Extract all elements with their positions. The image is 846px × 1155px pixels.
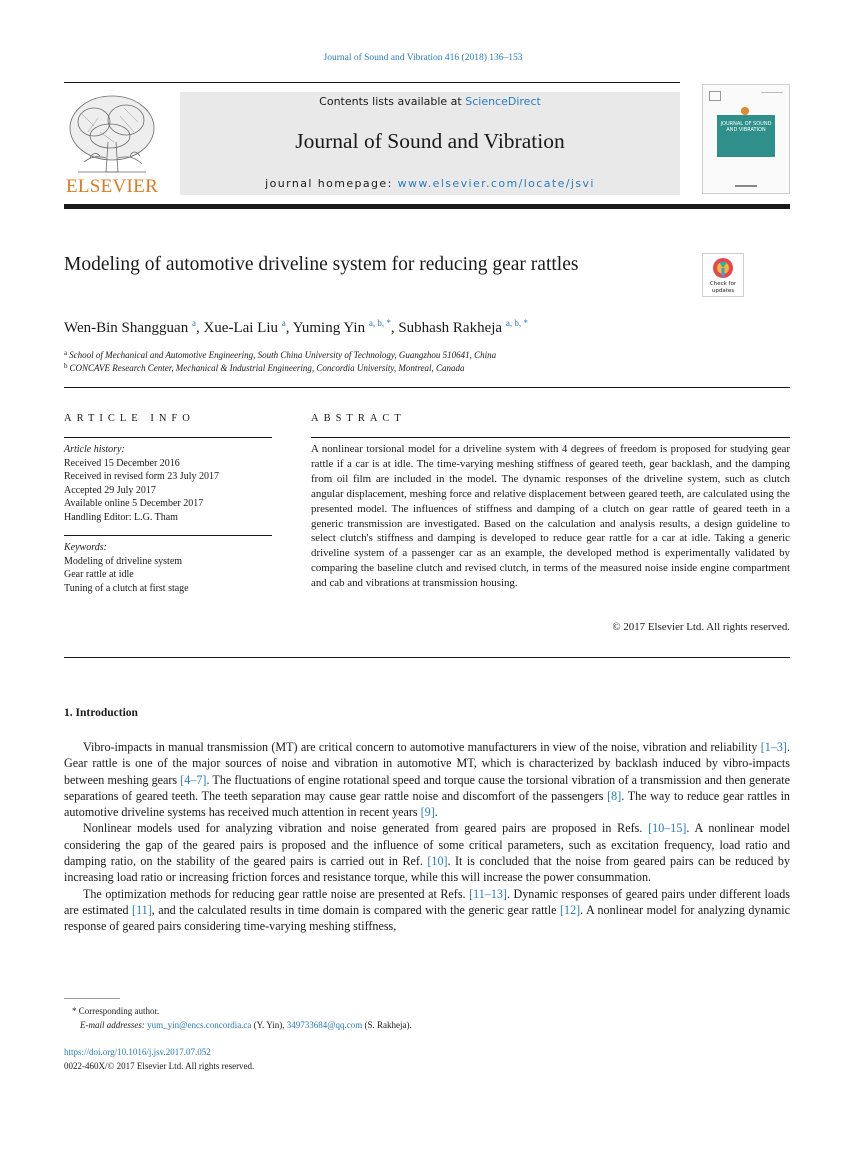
keyword-item: Gear rattle at idle <box>64 569 134 580</box>
article-title: Modeling of automotive driveline system for reducing gear rattles <box>64 254 579 275</box>
author <box>64 320 203 336</box>
email-owner: (S. Rakheja). <box>362 1020 412 1030</box>
homepage-link[interactable]: www.elsevier.com/locate/jsvi <box>397 177 595 190</box>
keywords-label: Keywords: <box>64 542 107 553</box>
author <box>293 320 399 336</box>
keywords <box>64 541 272 595</box>
homepage-line <box>180 177 680 190</box>
cover-logo-icon <box>709 91 721 101</box>
keywords-rule <box>64 535 272 536</box>
journal-name: Journal of Sound and Vibration <box>295 129 565 153</box>
abstract-copyright: © 2017 Elsevier Ltd. All rights reserved. <box>612 621 790 633</box>
cover-dot-icon <box>741 107 749 115</box>
contents-prefix: Contents lists available at <box>319 95 466 108</box>
affiliation-text: School of Mechanical and Automotive Engineering, South China University of Technology, Guangzhou 510641, China <box>69 350 497 360</box>
author-affiliation-marker[interactable]: a, b, * <box>505 318 528 328</box>
introduction-body <box>64 739 790 935</box>
citation-link[interactable]: [11] <box>132 902 152 917</box>
history-item: Handling Editor: L.G. Tham <box>64 511 178 523</box>
author-name: Xue-Lai Liu <box>203 320 279 336</box>
article-history <box>64 443 272 524</box>
email-link[interactable]: 349733684@qq.com <box>286 1020 363 1030</box>
text-run: . It is concluded that the noise from geared pairs can be reduced by increasing load ratio or increasing friction forces and resistance torque, while this will increase the power consummation. <box>64 854 790 885</box>
author-name: Subhash Rakheja <box>398 320 503 336</box>
email-label: E-mail addresses: <box>80 1020 148 1030</box>
text-run: , and the calculated results in time domain is compared with the generic gear rattle <box>151 902 560 917</box>
citation-link[interactable]: [11–13] <box>469 886 507 901</box>
article-info-heading: ARTICLE INFO <box>64 413 195 424</box>
footnote <box>72 1004 772 1032</box>
citation-link[interactable]: [10–15] <box>648 821 687 836</box>
author-separator: , <box>195 320 204 336</box>
check-for-updates-badge[interactable] <box>702 253 744 297</box>
abstract-heading: ABSTRACT <box>311 413 406 424</box>
cover-title: JOURNAL OF SOUND AND VIBRATION <box>720 121 772 133</box>
text-run: . <box>434 805 438 820</box>
history-label: Article history: <box>64 444 125 455</box>
author-affiliation-marker[interactable]: a <box>281 318 286 328</box>
rule-after-abstract <box>64 657 790 658</box>
email-link[interactable]: yum_yin@encs.concordia.ca <box>147 1020 252 1030</box>
text-run: . The fluctuations of engine rotational speed and torque cause the torsional vibration of a transmission and then generate separations of geared teeth. The teeth separation may cause gear rattle noise and discomfort of the passengers <box>64 772 791 803</box>
author-separator: , <box>390 320 399 336</box>
citation-link[interactable]: [9] <box>420 805 435 820</box>
paragraph <box>64 820 790 885</box>
cover-footer-mark <box>735 185 757 187</box>
author <box>398 320 527 336</box>
homepage-prefix: journal homepage: <box>265 177 398 190</box>
citation-link[interactable]: [10] <box>427 854 448 869</box>
affiliation-b <box>64 362 790 373</box>
text-run: Nonlinear models used for analyzing vibration and noise generated from geared pairs are proposed in Refs. <box>83 821 649 836</box>
citation-link[interactable]: [1–3] <box>760 740 787 754</box>
text-run: . A nonlinear model considering the gap of the geared pairs is proposed and the influence of some critical parameters, such as excitation frequency, load ratio and damping ratio, on the stability of the geared pairs is carried out in Ref. <box>64 821 790 869</box>
history-item: Available online 5 December 2017 <box>64 498 204 509</box>
author <box>203 320 292 336</box>
text-run: The optimization methods for reducing gear rattle noise are presented at Refs. <box>83 886 470 901</box>
corresponding-author-note: * Corresponding author. <box>72 1006 160 1016</box>
doi-link[interactable]: https://doi.org/10.1016/j.jsv.2017.07.052 <box>64 1047 211 1057</box>
introduction-heading: 1. Introduction <box>64 707 138 719</box>
abstract-rule <box>311 437 790 438</box>
journal-header-box <box>180 92 680 195</box>
text-run: . The way to reduce gear rattles in automotive driveline systems has received much attention in recent years <box>64 788 790 820</box>
publisher-wordmark: ELSEVIER <box>65 176 159 197</box>
citation-link[interactable]: [4–7] <box>180 772 207 787</box>
history-item: Accepted 29 July 2017 <box>64 484 156 496</box>
history-item: Received in revised form 23 July 2017 <box>64 471 219 482</box>
author-affiliation-marker[interactable]: a, b, * <box>368 318 391 328</box>
footnote-rule <box>64 998 120 999</box>
cover-rule <box>761 92 783 93</box>
keyword-item: Tuning of a clutch at first stage <box>64 582 189 594</box>
author-name: Wen-Bin Shangguan <box>64 320 189 336</box>
journal-citation[interactable]: Journal of Sound and Vibration 416 (2018) 136–153 <box>323 53 523 63</box>
paragraph <box>64 886 790 935</box>
paragraph <box>64 739 790 820</box>
abstract-text: A nonlinear torsional model for a driveline system with 4 degrees of freedom is proposed for studying gear rattle if a car is at idle. The time-varying meshing stiffness of geared teeth, gear backlash, and the damping from oil film are included in the model. The dynamic responses of the driveline system, such as clutch angular displacement, meshing force and relative displacement between geared teeth, are calculated using the presented model. The influences of stiffness and damping of a clutch on gear rattle of geared teeth in a generic transmission are investigated. Based on the calculation and analysis results, a design guideline to select clutch's stiffness and damping is developed to reduce gear rattle for a car at idle. Taking a generic driveline system of a passenger car as an example, the developed method is experimentally validated by comparing the baseline clutch and revised clutch, in terms of the measured noise inside engine compartment and cab and vibrations at transmission housing. <box>311 443 790 590</box>
affiliation-text: CONCAVE Research Center, Mechanical & Industrial Engineering, Concordia University, Montreal, Canada <box>69 363 465 373</box>
author-name: Yuming Yin <box>292 320 366 336</box>
text-run: . Dynamic responses of geared pairs under different loads are estimated <box>64 886 790 917</box>
article-info-rule <box>64 437 272 438</box>
issn-copyright: 0022-460X/© 2017 Elsevier Ltd. All rights reserved. <box>64 1061 255 1071</box>
citation-link[interactable]: [12] <box>560 902 581 917</box>
crossmark-label: Check for updates <box>709 281 737 294</box>
keyword-item: Modeling of driveline system <box>64 555 183 567</box>
history-item: Received 15 December 2016 <box>64 457 180 469</box>
header-thick-rule <box>64 204 790 209</box>
journal-cover-thumbnail[interactable] <box>702 84 790 194</box>
email-owner: (Y. Yin), <box>251 1020 287 1030</box>
author-affiliation-marker[interactable]: a <box>191 318 196 328</box>
author-list <box>64 318 790 337</box>
rule-after-affiliations <box>64 387 790 388</box>
elsevier-logo[interactable] <box>64 92 160 196</box>
crossmark-icon <box>712 257 734 279</box>
affiliation-marker: a <box>64 349 68 357</box>
text-run: . Gear rattle is one of the major sources of noise and vibration in automotive MT, which is characterized by backlash induced by vibro-impacts between meshing gears <box>64 740 790 787</box>
top-rule <box>64 82 680 83</box>
affiliation-a <box>64 349 790 360</box>
text-run: . A nonlinear model for analyzing dynamic response of geared pairs considering time-varying meshing stiffness, <box>64 902 791 934</box>
citation-link[interactable]: [8] <box>607 788 622 803</box>
cover-panel <box>717 115 775 157</box>
sciencedirect-link[interactable]: ScienceDirect <box>465 95 541 108</box>
text-run: Vibro-impacts in manual transmission (MT) are critical concern to automotive manufacturers in view of the noise, vibration and reliability <box>83 740 761 754</box>
contents-line <box>180 95 680 108</box>
affiliation-marker: b <box>64 362 68 370</box>
email-addresses <box>72 1018 772 1032</box>
author-separator: , <box>285 320 293 336</box>
